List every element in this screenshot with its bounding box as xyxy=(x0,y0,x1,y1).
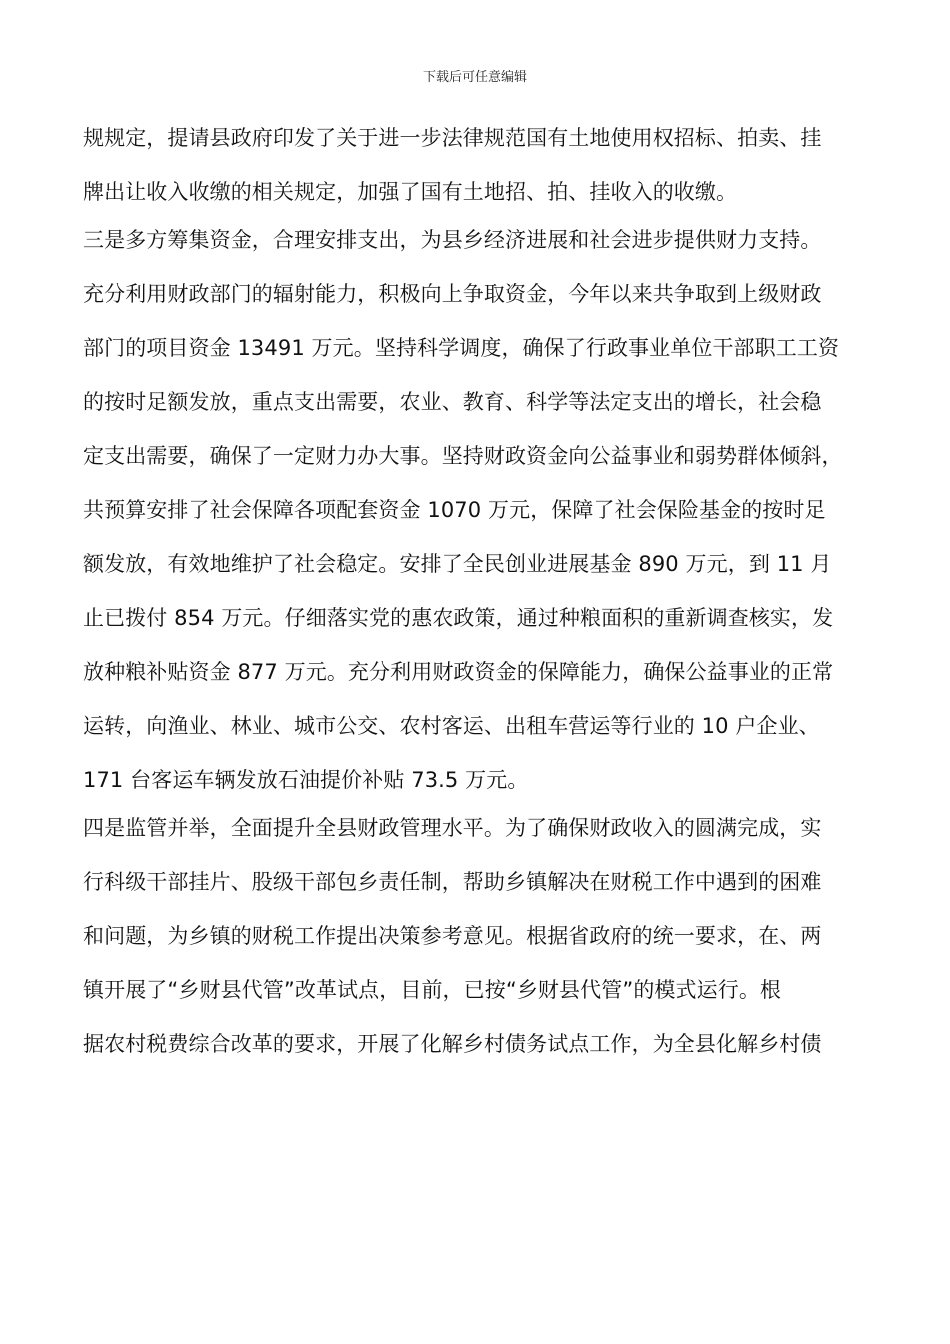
text-line: 四是监管并举，全面提升全县财政管理水平。为了确保财政收入的圆满完成，实 xyxy=(83,816,822,840)
text-line: 171 台客运车辆发放石油提价补贴 73.5 万元。 xyxy=(83,768,529,792)
text-line: 行科级干部挂片、股级干部包乡责任制，帮助乡镇解决在财税工作中遇到的困难 xyxy=(83,870,822,894)
text-line: 牌出让收入收缴的相关规定，加强了国有土地招、拍、挂收入的收缴。 xyxy=(83,180,738,204)
body-text xyxy=(83,118,883,1078)
text-line: 据农村税费综合改革的要求，开展了化解乡村债务试点工作，为全县化解乡村债 xyxy=(83,1032,822,1056)
text-line: 和问题，为乡镇的财税工作提出决策参考意见。根据省政府的统一要求，在、两 xyxy=(83,924,822,948)
text-line: 定支出需要，确保了一定财力办大事。坚持财政资金向公益事业和弱势群体倾斜， xyxy=(83,444,843,468)
text-line: 放种粮补贴资金 877 万元。充分利用财政资金的保障能力，确保公益事业的正常 xyxy=(83,660,834,684)
text-line: 部门的项目资金 13491 万元。坚持科学调度，确保了行政事业单位干部职工工资 xyxy=(83,336,840,360)
text-line: 三是多方筹集资金，合理安排支出，为县乡经济进展和社会进步提供财力支持。 xyxy=(83,228,822,252)
text-line: 额发放，有效地维护了社会稳定。安排了全民创业进展基金 890 万元，到 11 月 xyxy=(83,552,832,576)
page-header: 下载后可任意编辑 xyxy=(422,70,527,85)
text-line: 充分利用财政部门的辐射能力，积极向上争取资金，今年以来共争取到上级财政 xyxy=(83,282,822,306)
text-line: 镇开展了“乡财县代管”改革试点，目前，已按“乡财县代管”的模式运行。根 xyxy=(83,978,782,1002)
text-line: 的按时足额发放，重点支出需要，农业、教育、科学等法定支出的增长，社会稳 xyxy=(83,390,822,414)
text-line: 共预算安排了社会保障各项配套资金 1070 万元，保障了社会保险基金的按时足 xyxy=(83,498,826,522)
text-line: 运转，向渔业、林业、城市公交、农村客运、出租车营运等行业的 10 户企业、 xyxy=(83,714,820,738)
text-line: 止已拨付 854 万元。仔细落实党的惠农政策，通过种粮面积的重新调查核实，发 xyxy=(83,606,834,630)
text-line: 规规定，提请县政府印发了关于进一步法律规范国有土地使用权招标、拍卖、挂 xyxy=(83,126,822,150)
